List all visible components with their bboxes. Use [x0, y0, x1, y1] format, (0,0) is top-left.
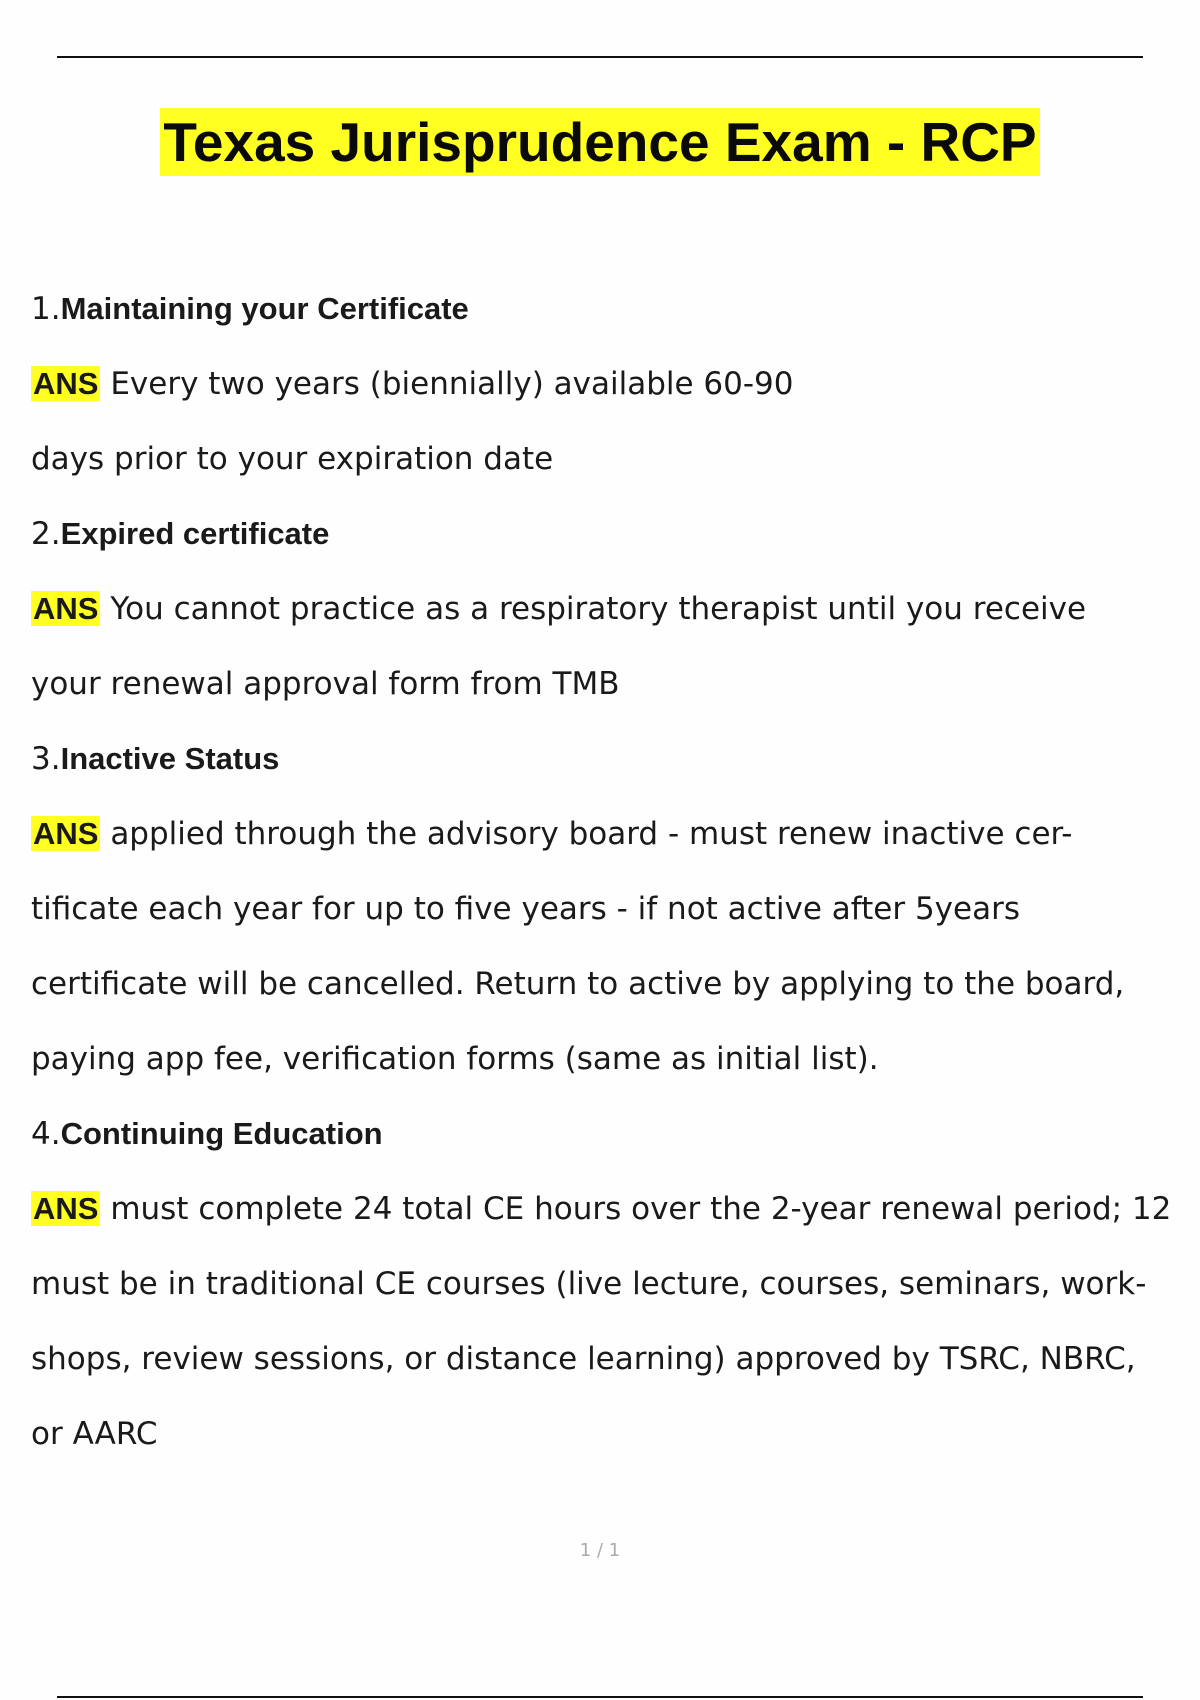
ans-tag: ANS: [33, 1191, 99, 1226]
answer-4-line-3: shops, review sessions, or distance learning) approved by TSRC, NBRC,: [31, 1341, 1136, 1377]
question-text: Continuing Education: [60, 1116, 383, 1151]
question-number: 3.: [31, 741, 61, 777]
question-text: Expired certificate: [60, 516, 330, 551]
answer-2-line-1: [31, 589, 1200, 664]
answer-4-line-1: [31, 1189, 1200, 1264]
question-3: [31, 739, 1200, 814]
title-container: [0, 108, 1200, 176]
answer-4-line-2: must be in traditional CE courses (live lecture, courses, seminars, work-: [31, 1266, 1147, 1302]
ans-tag: ANS: [33, 816, 99, 851]
question-4: [31, 1114, 1200, 1189]
answer-3-line-3: certificate will be cancelled. Return to active by applying to the board,: [31, 966, 1125, 1002]
answer-text: You cannot practice as a respiratory therapist until you receive: [110, 591, 1087, 627]
question-text: Inactive Status: [60, 741, 280, 776]
ans-tag: ANS: [33, 366, 99, 401]
question-number: 1.: [31, 291, 61, 327]
question-1: [31, 289, 1200, 364]
answer-3-line-2: tificate each year for up to five years - if not active after 5years: [31, 891, 1020, 927]
question-2: [31, 514, 1200, 589]
answer-text: Every two years (biennially) available 60-90: [110, 366, 794, 402]
answer-2-line-2: your renewal approval form from TMB: [31, 666, 620, 702]
page-number: 1 / 1: [579, 1540, 621, 1561]
document-title: Texas Jurisprudence Exam - RCP: [160, 108, 1039, 176]
top-divider: [57, 56, 1143, 58]
question-number: 2.: [31, 516, 61, 552]
answer-1-line-2: days prior to your expiration date: [31, 441, 554, 477]
answer-1-line-1: [31, 364, 1200, 439]
answer-4-line-4: or AARC: [31, 1416, 158, 1452]
ans-tag: ANS: [33, 591, 99, 626]
question-text: Maintaining your Certificate: [60, 291, 469, 326]
answer-3-line-1: [31, 814, 1200, 889]
bottom-divider: [57, 1696, 1143, 1698]
qa-list: [31, 289, 1200, 1489]
answer-text: applied through the advisory board - must renew inactive cer-: [110, 816, 1073, 852]
answer-text: must complete 24 total CE hours over the 2-year renewal period; 12: [110, 1191, 1172, 1227]
answer-3-line-4: paying app fee, verification forms (same as initial list).: [31, 1041, 879, 1077]
question-number: 4.: [31, 1116, 61, 1152]
